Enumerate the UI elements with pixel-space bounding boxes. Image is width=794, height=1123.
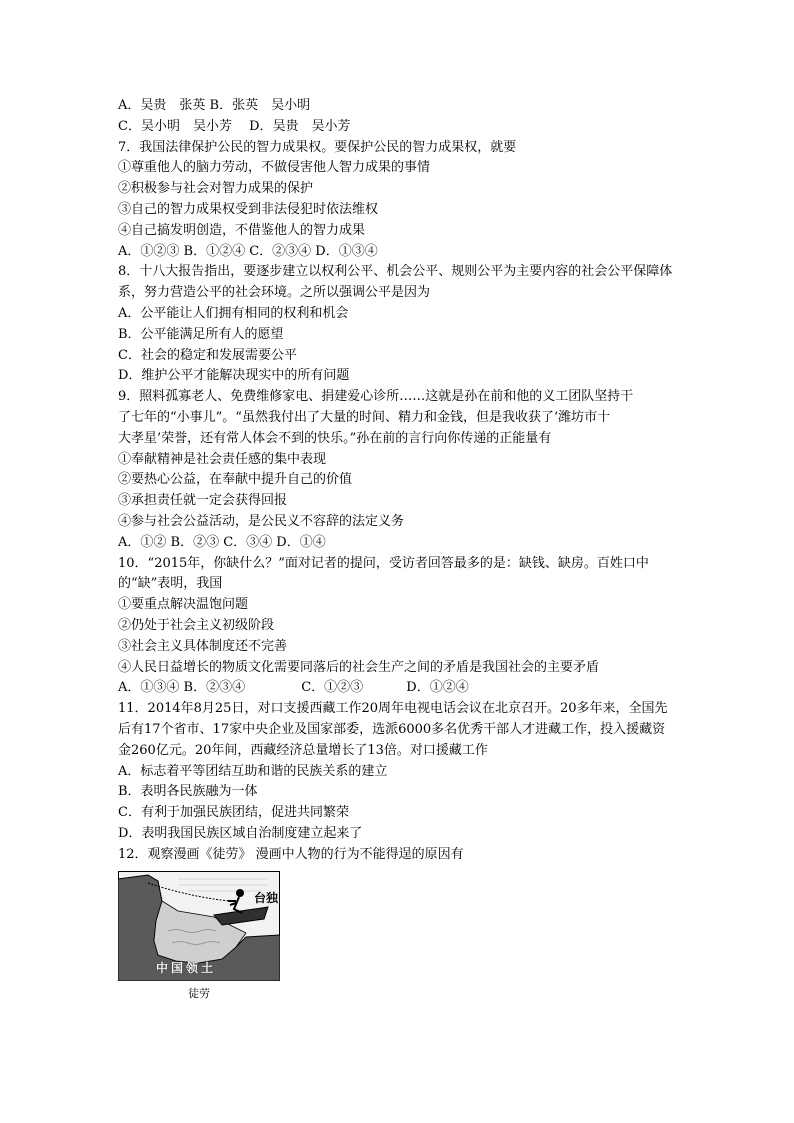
q11-option-b: B．表明各民族融为一体: [118, 784, 258, 800]
q7-options: A．①②③ B．①②④ C．②③④ D．①③④: [118, 243, 378, 259]
q10-item-3: ③社会主义具体制度还不完善: [118, 638, 288, 654]
q8-stem: 8．十八大报告指出，要逐步建立以权利公平、机会公平、规则公平为主要内容的社会公平保障体系，努力营造公平的社会环境。之所以强调公平是因为: [118, 264, 673, 301]
q9-options: A．①② B．②③ C．③④ D．①④: [118, 534, 326, 550]
q6-options-line-2: C．吴小明 吴小芳 D．吴贵 吴小芳: [118, 118, 351, 134]
q7-item-2: ②积极参与社会对智力成果的保护: [118, 181, 314, 197]
q11-stem: 11．2014年8月25日，对口支援西藏工作20周年电视电话会议在北京召开。20多年来，全国先后有17个省市、17家中央企业及国家部委，选派6000多名优秀干部人才进藏工作，投入援藏资金260亿元。20年间，西藏经济总量增长了13倍。对口援藏工作: [118, 701, 668, 758]
q9-stem-line-3: 大孝星’荣誉，还有常人体会不到的快乐。”孙在前的言行向你传递的正能量有: [118, 430, 552, 446]
exam-page: [118, 96, 678, 1001]
q7-item-4: ④自己搞发明创造，不借鉴他人的智力成果: [118, 222, 366, 238]
q10-stem: 10．“2015年，你缺什么？”面对记者的提问，受访者回答最多的是：缺钱、缺房。百姓口中的“缺”表明，我国: [118, 555, 649, 592]
cartoon-boat-label: 台独: [254, 891, 279, 906]
q9-item-2: ②要热心公益，在奉献中提升自己的价值: [118, 472, 353, 488]
q9-item-3: ③承担责任就一定会获得回报: [118, 493, 288, 509]
q8-option-c: C．社会的稳定和发展需要公平: [118, 347, 297, 363]
q10-item-1: ①要重点解决温饱问题: [118, 597, 249, 613]
cartoon-futile: [118, 871, 280, 1001]
q10-options: A．①③④ B．②③④ C．①②③ D．①②④: [118, 680, 469, 696]
q10-item-4: ④人民日益增长的物质文化需要同落后的社会生产之间的矛盾是我国社会的主要矛盾: [118, 659, 600, 675]
q8-option-b: B．公平能满足所有人的愿望: [118, 326, 284, 342]
q7-item-1: ①尊重他人的脑力劳动，不做侵害他人智力成果的事情: [118, 160, 431, 176]
q12-stem: 12．观察漫画《徒劳》 漫画中人物的行为不能得逞的原因有: [118, 846, 464, 862]
q9-item-1: ①奉献精神是社会责任感的集中表现: [118, 451, 327, 467]
q11-option-d: D．表明我国民族区域自治制度建立起来了: [118, 825, 363, 841]
q10-item-2: ②仍处于社会主义初级阶段: [118, 617, 275, 633]
q8-option-a: A．公平能让人们拥有相同的权利和机会: [118, 305, 349, 321]
q6-options-line-1: A．吴贵 张英 B．张英 吴小明: [118, 98, 311, 113]
q11-option-c: C．有利于加强民族团结，促进共同繁荣: [118, 805, 349, 821]
q8-option-d: D．维护公平才能解决现实中的所有问题: [118, 368, 350, 384]
q9-stem-line-1: 9．照料孤寡老人、免费维修家电、捐建爱心诊所……这就是孙在前和他的义工团队坚持干: [118, 389, 634, 405]
q7-stem: 7．我国法律保护公民的智力成果权。要保护公民的智力成果权，就要: [118, 139, 517, 155]
q11-option-a: A．标志着平等团结互助和谐的民族关系的建立: [118, 763, 388, 779]
cartoon-land-label: 中国领土: [156, 961, 217, 976]
q9-stem-line-2: 了七年的“小事儿”。“虽然我付出了大量的时间、精力和金钱，但是我收获了‘潍坊市十: [118, 409, 611, 425]
q7-item-3: ③自己的智力成果权受到非法侵犯时依法维权: [118, 201, 379, 217]
q9-item-4: ④参与社会公益活动，是公民义不容辞的法定义务: [118, 513, 405, 529]
cartoon-caption: 徒劳: [188, 987, 210, 1001]
